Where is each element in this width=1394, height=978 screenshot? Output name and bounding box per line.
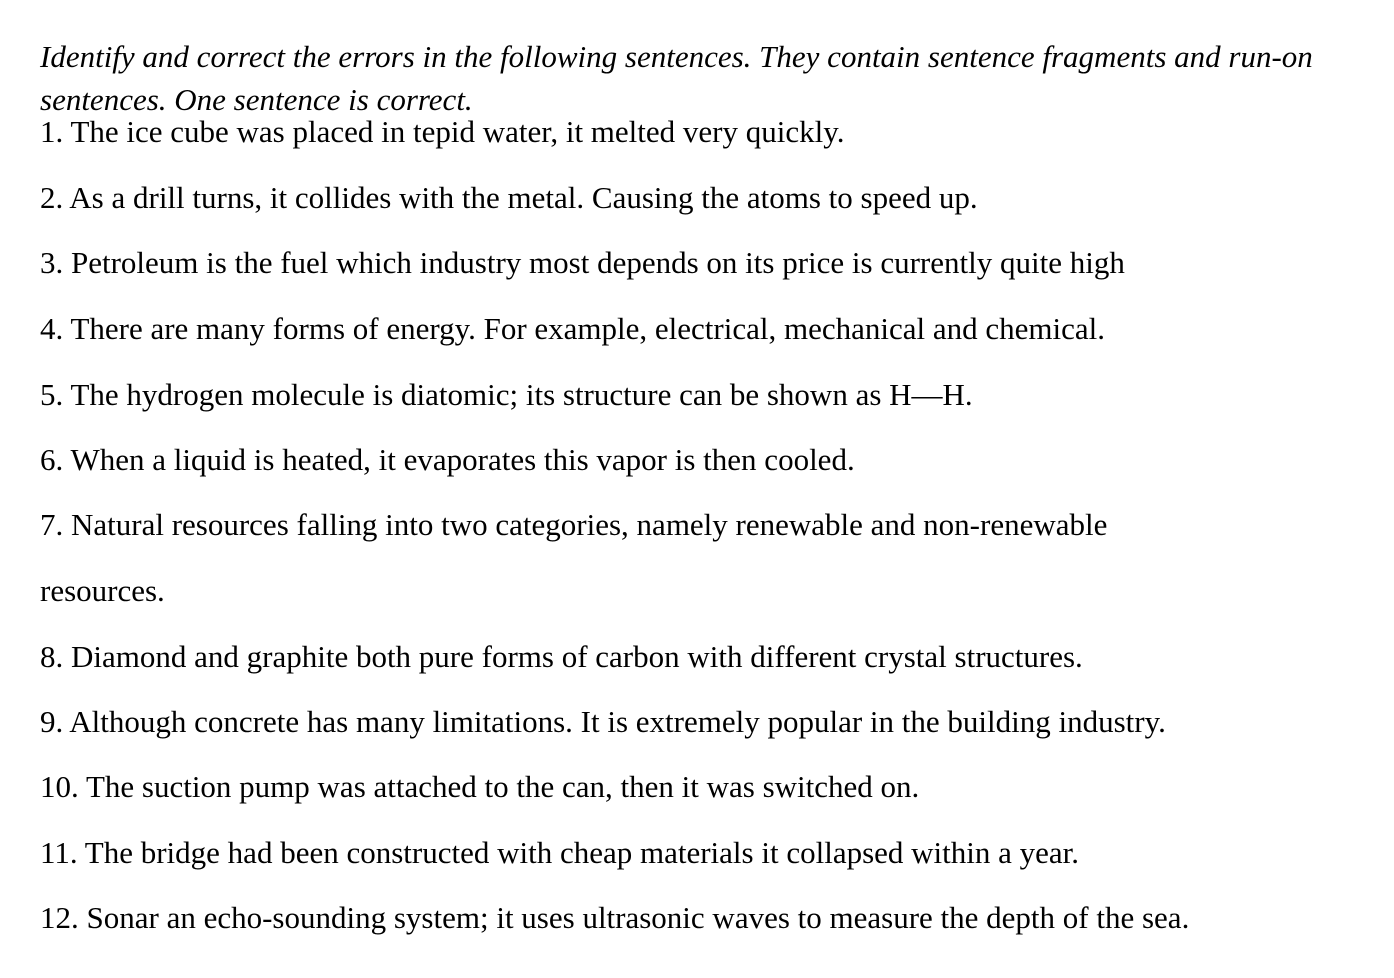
- sentence-item: 11. The bridge had been constructed with cheap materials it collapsed within a year.: [40, 835, 1080, 870]
- sentence-item: 3. Petroleum is the fuel which industry most depends on its price is currently quite high: [40, 245, 1125, 280]
- instructions-text: Identify and correct the errors in the following sentences. They contain sentence fragments and run-on sentences. One sentence is correct.: [40, 39, 1313, 117]
- sentence-item: 10. The suction pump was attached to the can, then it was switched on.: [40, 769, 920, 804]
- sentence-item: 9. Although concrete has many limitations. It is extremely popular in the building industry.: [40, 704, 1166, 739]
- sentence-item: 6. When a liquid is heated, it evaporates this vapor is then cooled.: [40, 442, 855, 477]
- sentence-item: 1. The ice cube was placed in tepid water, it melted very quickly.: [40, 114, 845, 149]
- sentence-item-continuation: resources.: [40, 573, 165, 608]
- sentence-item: 12. Sonar an echo-sounding system; it uses ultrasonic waves to measure the depth of the sea.: [40, 900, 1190, 935]
- sentence-item: 7. Natural resources falling into two categories, namely renewable and non-renewable: [40, 507, 1108, 542]
- sentence-item: 5. The hydrogen molecule is diatomic; its structure can be shown as H—H.: [40, 377, 973, 412]
- sentence-item: 2. As a drill turns, it collides with the metal. Causing the atoms to speed up.: [40, 180, 978, 215]
- sentence-item: 8. Diamond and graphite both pure forms of carbon with different crystal structures.: [40, 639, 1083, 674]
- sentence-item: 4. There are many forms of energy. For example, electrical, mechanical and chemical.: [40, 311, 1106, 346]
